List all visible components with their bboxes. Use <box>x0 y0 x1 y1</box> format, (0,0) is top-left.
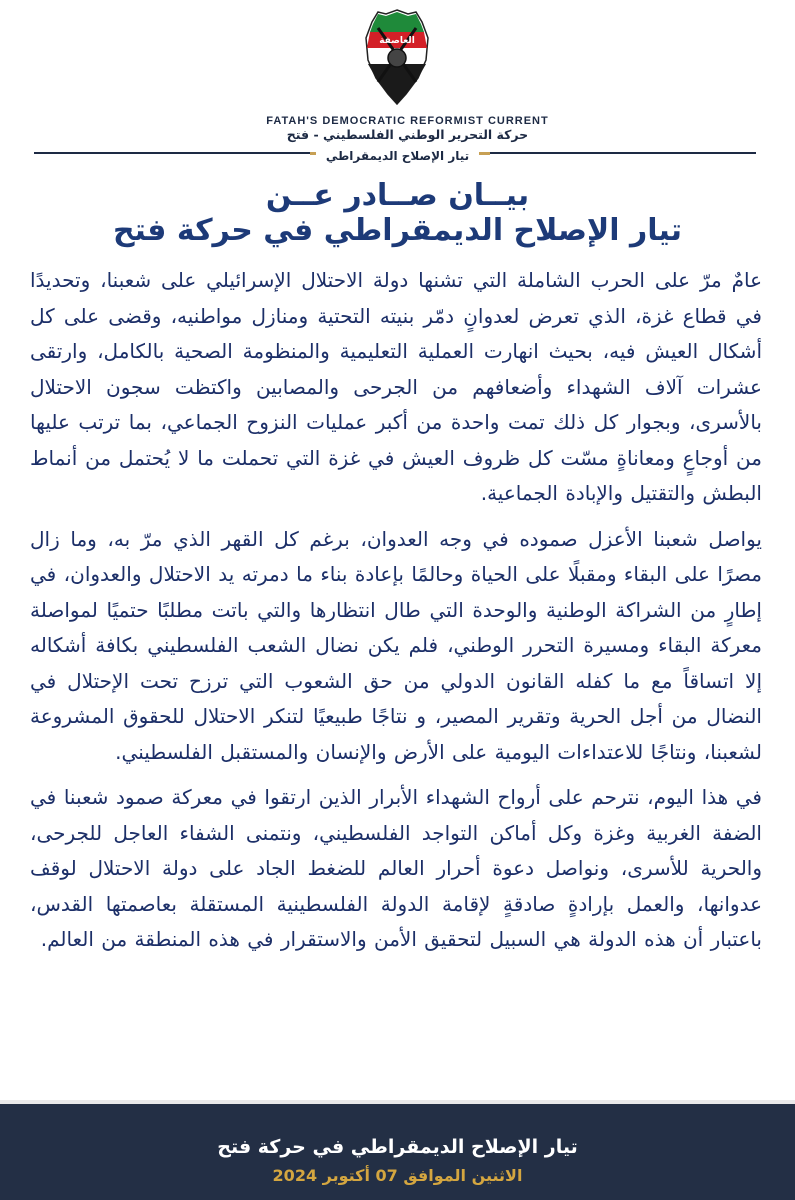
paragraph-3: في هذا اليوم، نترحم على أرواح الشهداء الأبرار الذين ارتقوا في معركة صمود شعبنا في الضفة الغربية وغزة وكل أماكن التواجد الفلسطيني، ونتمنى الشفاء العاجل للجرحى، والحرية للأسرى، ونواصل دعوة أحرار العالم للضغط الجاد على دولة الاحتلال لوقف عدوانها، والعمل بإرادةٍ صادقةٍ لإقامة الدولة الفلسطينية المستقلة بعاصمتها القدس، باعتبار أن هذه الدولة هي السبيل لتحقيق الأمن والاستقرار في هذه المنطقة من العالم. <box>30 785 762 951</box>
fatah-emblem-icon <box>358 8 436 108</box>
statement-title: بيــان صــادر عــن <box>265 178 530 213</box>
current-name-ar <box>0 149 795 163</box>
paragraph-1: عامٌ مرّ على الحرب الشاملة التي تشنها دولة الاحتلال الإسرائيلي على شعبنا، وتحديدًا في قطاع غزة، الذي تعرض لعدوانٍ دمّر بنيته التحتية ومنازل مواطنيه، وقضى على كل أشكال العيش فيه، بحيث انهارت العملية التعليمية والمنظومة الصحية بالكامل، وارتقى عشرات آلاف الشهداء وأضعافهم من الجرحى والمصابين واكتظت سجون الاحتلال بالأسرى، وبجوار كل ذلك تمت واحدة من أكبر عمليات النزوح الجماعي، بما ترتب عليها من أوجاعٍ ومعاناةٍ مسّت كل ظروف العيش في غزة التي تحملت ما لا يُحتمل من أنماط البطش والتقتيل والإبادة الجماعية. <box>30 268 762 505</box>
paragraph-2: يواصل شعبنا الأعزل صموده في وجه العدوان، برغم كل القهر الذي مرّ به، وما زال مصرًا على البقاء ومقبلًا على الحياة وحالمًا بإعادة بناء ما دمرته يد الاحتلال والعدوان، في إطارٍ من الشراكة الوطنية والوحدة التي طال انتظارها والتي باتت مطلبًا حتميًا لمواصلة معركة البقاء ومسيرة التحرر الوطني، فلم يكن نضال الشعب الفلسطيني بكافة أشكاله إلا اتساقاً مع ما كفله القانون الدولي من حق الشعوب التي ترزح تحت الإحتلال في النضال من أجل الحرية وتقرير المصير، و نتاجًا طبيعيًا لتنكر الاحتلال للحقوق المشروعة لشعبنا، ونتاجًا للاعتداءات اليومية على الأرض والإنسان والمستقبل الفلسطيني. <box>30 526 762 764</box>
statement-body <box>30 263 762 968</box>
footer-title: تيار الإصلاح الديمقراطي في حركة فتح <box>217 1136 578 1158</box>
statement-subtitle: تيار الإصلاح الديمقراطي في حركة فتح <box>112 213 683 248</box>
emblem-text: العاصفة <box>379 36 415 46</box>
current-name-label: تيار الإصلاح الديمقراطي <box>316 149 479 163</box>
footer-date: الاثنين الموافق 07 أكتوبر 2024 <box>272 1166 523 1185</box>
org-name-en: FATAH'S DEMOCRATIC REFORMIST CURRENT <box>266 115 549 127</box>
org-name-ar: حركة التحرير الوطني الفلسطيني - فتح <box>286 127 529 142</box>
